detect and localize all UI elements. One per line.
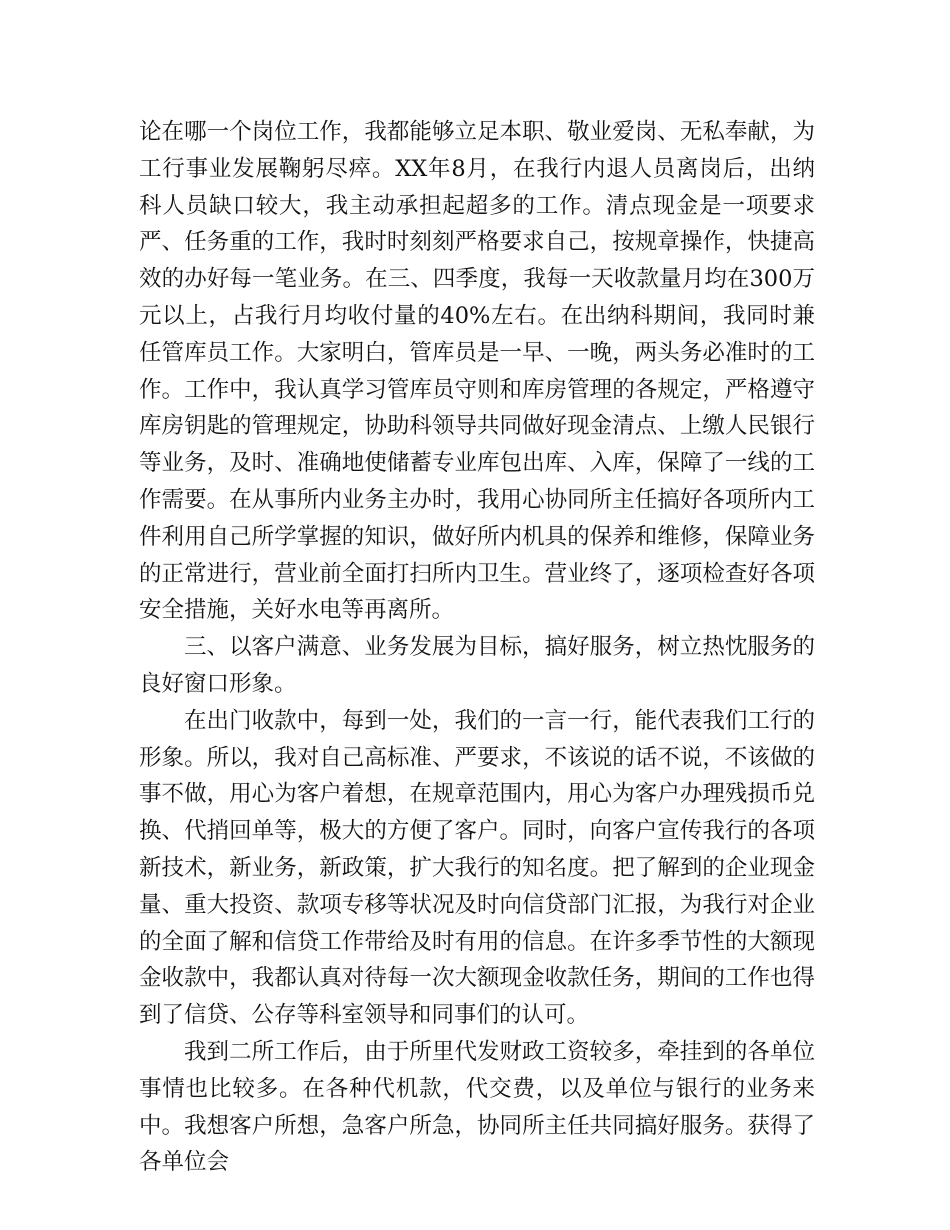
paragraph-3: 在出门收款中，每到一处，我们的一言一行，能代表我们工行的形象。所以，我对自己高标准、严要求，不该说的话不说，不该做的事不做，用心为客户着想，在规章范围内，用心为客户办理残损币兑换、代捎回单等，极大的方便了客户。同时，向客户宣传我行的各项新技术，新业务，新政策，扩大我行的知名度。把了解到的企业现金量、重大投资、款项专移等状况及时向信贷部门汇报，为我行对企业的全面了解和信贷工作带给及时有用的信息。在许多季节性的大额现金收款中，我都认真对待每一次大额现金收款任务，期间的工作也得到了信贷、公存等科室领导和同事们的认可。	[139, 707, 815, 1029]
document-body	[139, 114, 815, 1181]
paragraph-1: 论在哪一个岗位工作，我都能够立足本职、敬业爱岗、无私奉献，为工行事业发展鞠躬尽瘁。XX年8月，在我行内退人员离岗后，出纳科人员缺口较大，我主动承担起超多的工作。清点现金是一项要求严、任务重的工作，我时时刻刻严格要求自己，按规章操作，快捷高效的办好每一笔业务。在三、四季度，我每一天收款量月均在300万元以上，占我行月均收付量的40%左右。在出纳科期间，我同时兼任管库员工作。大家明白，管库员是一早、一晚，两头务必准时的工作。工作中，我认真学习管库员守则和库房管理的各规定，严格遵守库房钥匙的管理规定，协助科领导共同做好现金清点、上缴人民银行等业务，及时、准确地使储蓄专业库包出库、入库，保障了一线的工作需要。在从事所内业务主办时，我用心协同所主任搞好各项所内工件利用自己所学掌握的知识，做好所内机具的保养和维修，保障业务的正常进行，营业前全面打扫所内卫生。营业终了，逐项检查好各项安全措施，关好水电等再离所。	[139, 119, 815, 624]
paragraph-4: 我到二所工作后，由于所里代发财政工资较多，牵挂到的各单位事情也比较多。在各种代机款，代交费，以及单位与银行的业务来中。我想客户所想，急客户所急，协同所主任共同搞好服务。获得了各单位会	[139, 1038, 815, 1176]
paragraph-2-section-heading: 三、以客户满意、业务发展为目标，搞好服务，树立热忱服务的良好窗口形象。	[139, 634, 815, 697]
